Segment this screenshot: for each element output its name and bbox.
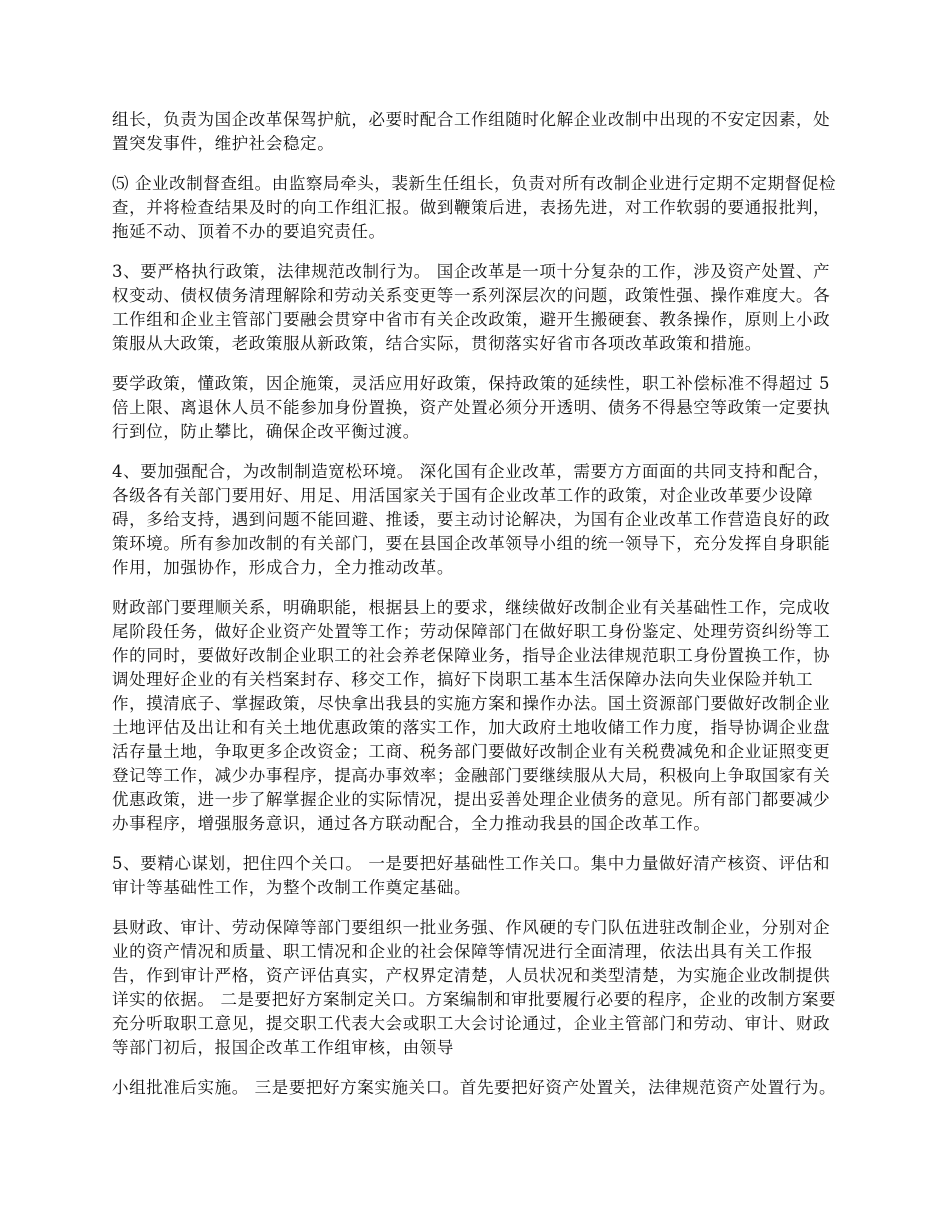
paragraph-8: 县财政、审计、劳动保障等部门要组织一批业务强、作风硬的专门队伍进驻改制企业，分别对企业的资产情况和质量、职工情况和企业的社会保障等情况进行全面清理，依法出具有关工作报告，作到审计严格，资产评估真实，产权界定清楚，人员状况和类型清楚，为实施企业改制提供详实的依据。 二是要把好方案制定关口。方案编制和审批要履行必要的程序，企业的改制方案要充分听取职工意见，提交职工代表大会或职工大会讨论通过，企业主管部门和劳动、审计、财政等部门初后，报国企改革工作组审核，由领导 [112, 918, 837, 1057]
document-body [112, 108, 838, 1116]
paragraph-4: 要学政策，懂政策，因企施策，灵活应用好政策，保持政策的延续性，职工补偿标准不得超过 5 倍上限、离退休人员不能参加身份置换，资产处置必须分开透明、债务不得悬空等政策一定要执行到位，防止攀比，确保企改平衡过渡。 [112, 374, 831, 441]
paragraph-7: 5、要精心谋划，把住四个关口。 一是要把好基础性工作关口。集中力量做好清产核资、评估和审计等基础性工作，为整个改制工作奠定基础。 [112, 854, 831, 897]
paragraph-2: ⑸ 企业改制督查组。由监察局牵头，裴新生任组长，负责对所有改制企业进行定期不定期督促检查，并将检查结果及时的向工作组汇报。做到鞭策后进，表扬先进，对工作软弱的要通报批判，拖延不动、顶着不办的要追究责任。 [112, 174, 837, 241]
paragraph-9: 小组批准后实施。 三是要把好方案实施关口。首先要把好资产处置关，法律规范资产处置行为。 [112, 1078, 837, 1097]
paragraph-1: 组长，负责为国企改革保驾护航，必要时配合工作组随时化解企业改制中出现的不安定因素，处置突发事件，维护社会稳定。 [112, 110, 831, 153]
paragraph-6: 财政部门要理顺关系，明确职能，根据县上的要求，继续做好改制企业有关基础性工作，完成收尾阶段任务，做好企业资产处置等工作；劳动保障部门在做好职工身份鉴定、处理劳资纠纷等工作的同时，要做好改制企业职工的社会养老保障业务，指导企业法律规范职工身份置换工作，协调处理好企业的有关档案封存、移交工作，搞好下岗职工基本生活保障办法向失业保险并轨工作，摸清底子、掌握政策，尽快拿出我县的实施方案和操作办法。国土资源部门要做好改制企业土地评估及出让和有关土地优惠政策的落实工作，加大政府土地收储工作力度，指导协调企业盘活存量土地，争取更多企改资金；工商、税务部门要做好改制企业有关税费减免和企业证照变更登记等工作，减少办事程序，提高办事效率；金融部门要继续服从大局，积极向上争取国家有关优惠政策，进一步了解掌握企业的实际情况，提出妥善处理企业债务的意见。所有部门都要减少办事程序，增强服务意识，通过各方联动配合，全力推动我县的国企改革工作。 [112, 598, 831, 833]
paragraph-3: 3、要严格执行政策，法律规范改制行为。 国企改革是一项十分复杂的工作，涉及资产处置、产权变动、债权债务清理解除和劳动关系变更等一系列深层次的问题，政策性强、操作难度大。各工作组和企业主管部门要融会贯穿中省市有关企改政策，避开生搬硬套、教条操作，原则上小政策服从大政策，老政策服从新政策，结合实际，贯彻落实好省市各项改革政策和措施。 [112, 262, 831, 353]
paragraph-5: 4、要加强配合，为改制制造宽松环境。 深化国有企业改革，需要方方面面的共同支持和配合，各级各有关部门要用好、用足、用活国家关于国有企业改革工作的政策，对企业改革要少设障碍，多给支持，遇到问题不能回避、推诿，要主动讨论解决，为国有企业改革工作营造良好的政策环境。所有参加改制的有关部门，要在县国企改革领导小组的统一领导下，充分发挥自身职能作用，加强协作，形成合力，全力推动改革。 [112, 462, 831, 577]
